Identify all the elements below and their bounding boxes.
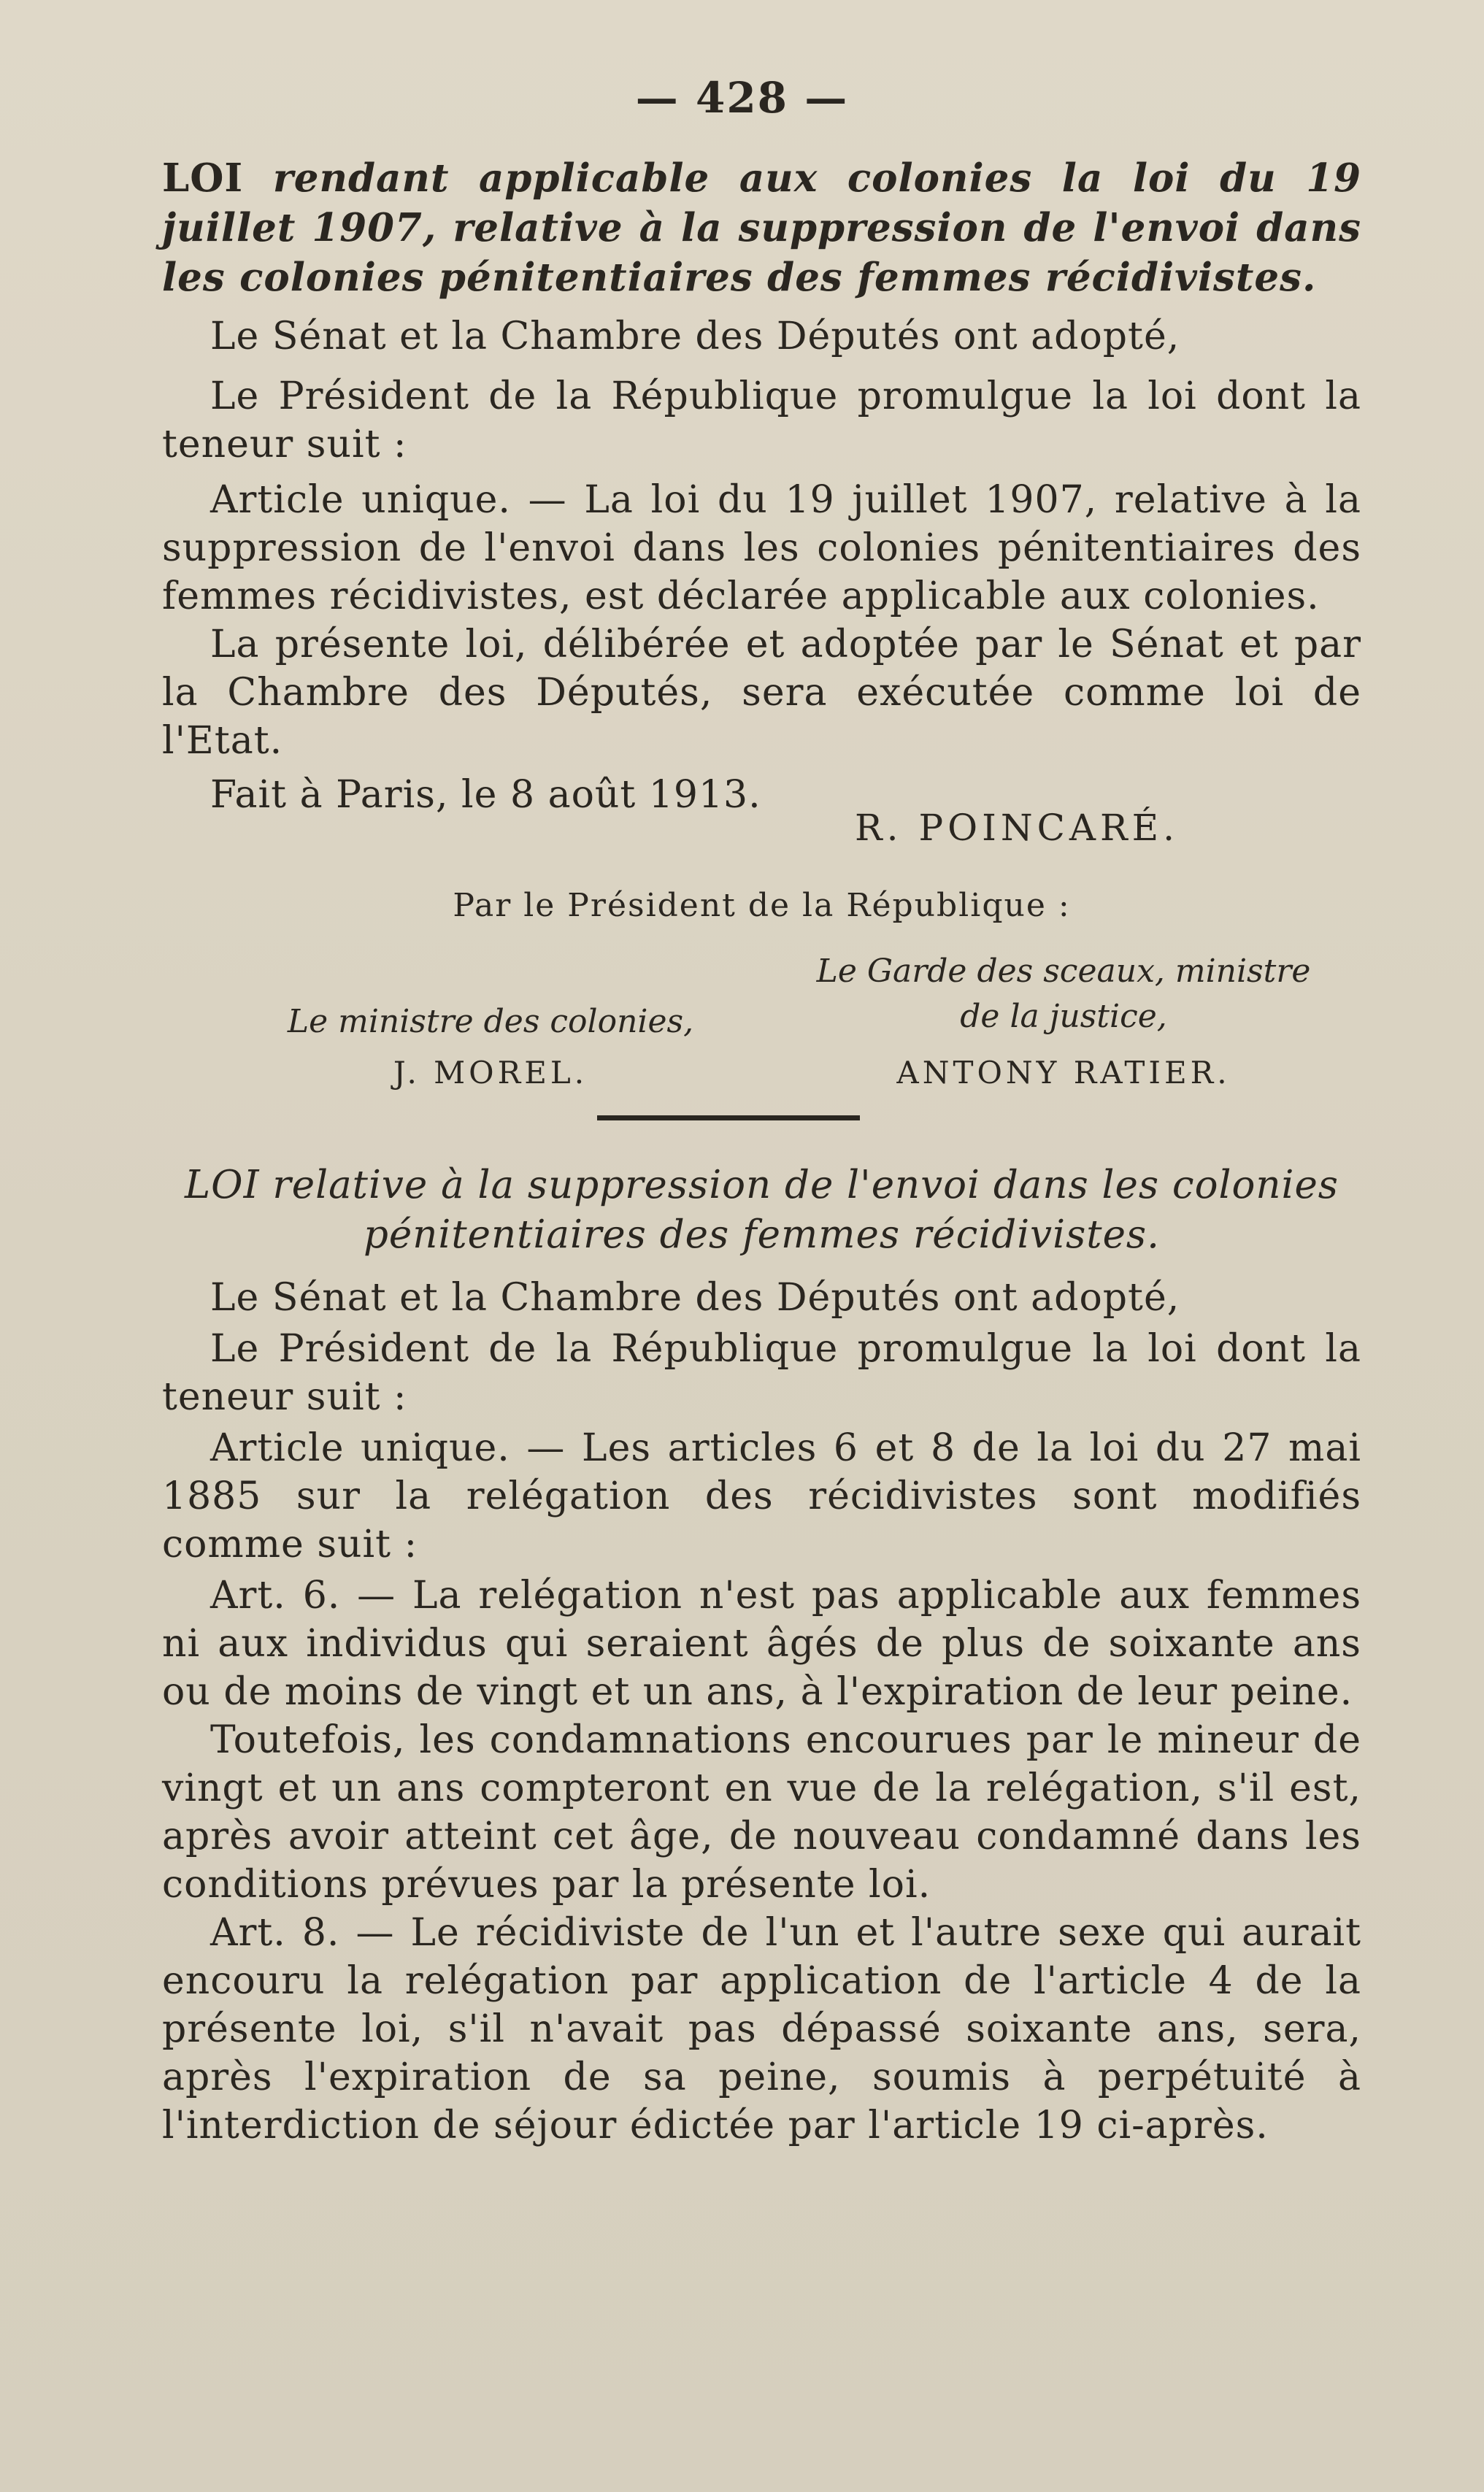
law2-paragraph-1: Le Sénat et la Chambre des Députés ont adopté, <box>210 1276 1180 1320</box>
law1-title <box>162 153 1361 302</box>
president-signature: R. POINCARÉ. <box>855 807 1179 849</box>
law1-countersign <box>162 887 1361 924</box>
law1-body <box>162 312 1361 819</box>
section-divider <box>597 1115 860 1120</box>
law2-title-line-1: LOI relative à la suppression de l'envoi dans les colonies <box>184 1163 1339 1207</box>
law2-paragraph-5: Toutefois, les condamnations encourues par le mineur de vingt et un ans compteront en vue de la relégation, s'il est, après avoir atteint cet âge, de nouveau condamné dans les conditions prévues par la présente loi. <box>162 1718 1361 1907</box>
law2-body <box>162 1274 1361 2150</box>
minister-justice-name: ANTONY RATIER. <box>896 1055 1231 1091</box>
by-president-line: Par le Président de la République : <box>453 887 1071 924</box>
law1-paragraph-2: Le Président de la République promulgue la loi dont la teneur suit : <box>162 374 1361 466</box>
law2-title-line-2: pénitentiaires des femmes récidivistes. <box>364 1212 1160 1257</box>
page-number: — 428 — <box>635 73 849 123</box>
minister-colonies <box>257 1000 724 1044</box>
law1-paragraph-3: Article unique. — La loi du 19 juillet 1907, relative à la suppression de l'envoi dans les colonies pénitentiaires des femmes récidivistes, est déclarée applicable aux colonies. <box>162 478 1361 618</box>
law1-paragraph-4: La présente loi, délibérée et adoptée par le Sénat et par la Chambre des Députés, sera exécutée comme loi de l'Etat. <box>162 623 1361 763</box>
law2-paragraph-3: Article unique. — Les articles 6 et 8 de la loi du 27 mai 1885 sur la relégation des récidivistes sont modifiés comme suit : <box>162 1426 1361 1566</box>
law1-paragraph-1: Le Sénat et la Chambre des Députés ont adopté, <box>210 315 1180 358</box>
law1-paragraph-5: Fait à Paris, le 8 août 1913. <box>210 773 761 817</box>
minister-colonies-title: Le ministre des colonies, <box>287 1003 694 1040</box>
law2-paragraph-2: Le Président de la République promulgue la loi dont la teneur suit : <box>162 1327 1361 1419</box>
law1-signature <box>162 807 1361 849</box>
minister-justice <box>761 949 1366 1039</box>
minister-justice-title-1: Le Garde des sceaux, ministre <box>816 953 1311 990</box>
minister-justice-title-2: de la justice, <box>960 998 1167 1035</box>
law1-title-rest: rendant applicable aux colonies la loi du 19 juillet 1907, relative à la suppression de l'envoi dans les colonies pénitentiaires des femmes récidivistes. <box>162 155 1361 300</box>
law2-title <box>162 1161 1361 1260</box>
minister-names <box>162 1055 1361 1106</box>
minister-colonies-name: J. MOREL. <box>393 1055 588 1091</box>
law2-paragraph-4: Art. 6. — La relégation n'est pas applicable aux femmes ni aux individus qui seraient âgés de plus de soixante ans ou de moins de vingt et un ans, à l'expiration de leur peine. <box>162 1574 1361 1714</box>
law1-title-lead: LOI <box>162 155 244 201</box>
law2-paragraph-6: Art. 8. — Le récidiviste de l'un et l'autre sexe qui aurait encouru la relégation par application de l'article 4 de la présente loi, s'il n'avait pas dépassé soixante ans, sera, après l'expiration de sa peine, soumis à perpétuité à l'interdiction de séjour édictée par l'article 19 ci-après. <box>162 1911 1361 2147</box>
